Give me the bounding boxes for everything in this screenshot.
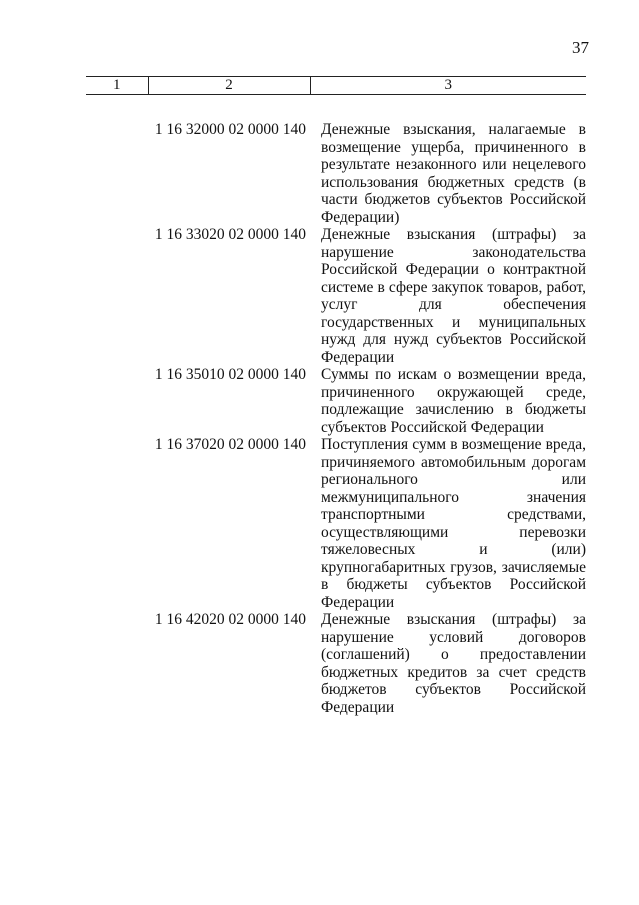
budget-codes-table (86, 76, 586, 716)
budget-description: Суммы по искам о возмещении вреда, причиненного окружающей среде, подлежащие зачислению в бюджеты субъектов Российской Федерации (321, 366, 586, 436)
budget-code: 1 16 33020 02 0000 140 (154, 226, 306, 243)
budget-description: Денежные взыскания (штрафы) за нарушение условий договоров (соглашений) о предоставлении бюджетных кредитов за счет средств бюджетов субъектов Российской Федерации (321, 611, 586, 716)
table-row (86, 226, 586, 366)
budget-code: 1 16 32000 02 0000 140 (154, 121, 306, 138)
table-header-row (86, 77, 586, 95)
column-header-3: 3 (310, 77, 586, 95)
table-row (86, 611, 586, 716)
row-col1-cell (86, 436, 148, 611)
table-row (86, 366, 586, 436)
page-number: 37 (572, 38, 589, 57)
row-col1-cell (86, 226, 148, 366)
budget-description: Денежные взыскания, налагаемые в возмещение ущерба, причиненного в результате незаконного или нецелевого использования бюджетных средств (в части бюджетов субъектов Российской Федерации) (321, 121, 586, 226)
column-header-1: 1 (86, 77, 148, 95)
budget-code: 1 16 37020 02 0000 140 (154, 436, 306, 453)
budget-description: Поступления сумм в возмещение вреда, причиняемого автомобильным дорогам регионального или межмуниципального значения транспортными средствами, осуществляющими перевозки тяжеловесных и (или) крупногабаритных грузов, зачисляемые в бюджеты субъектов Российской Федерации (321, 436, 586, 611)
budget-description: Денежные взыскания (штрафы) за нарушение законодательства Российской Федерации о контрактной системе в сфере закупок товаров, работ, услуг для обеспечения государственных и муниципальных нужд для нужд субъектов Российской Федерации (321, 226, 586, 366)
column-header-2: 2 (148, 77, 310, 95)
budget-code: 1 16 35010 02 0000 140 (154, 366, 306, 383)
table-row (86, 436, 586, 611)
table-row (86, 95, 586, 227)
budget-code: 1 16 42020 02 0000 140 (154, 611, 306, 628)
row-col1-cell (86, 366, 148, 436)
row-col1-cell (86, 611, 148, 716)
row-col1-cell (86, 95, 148, 227)
